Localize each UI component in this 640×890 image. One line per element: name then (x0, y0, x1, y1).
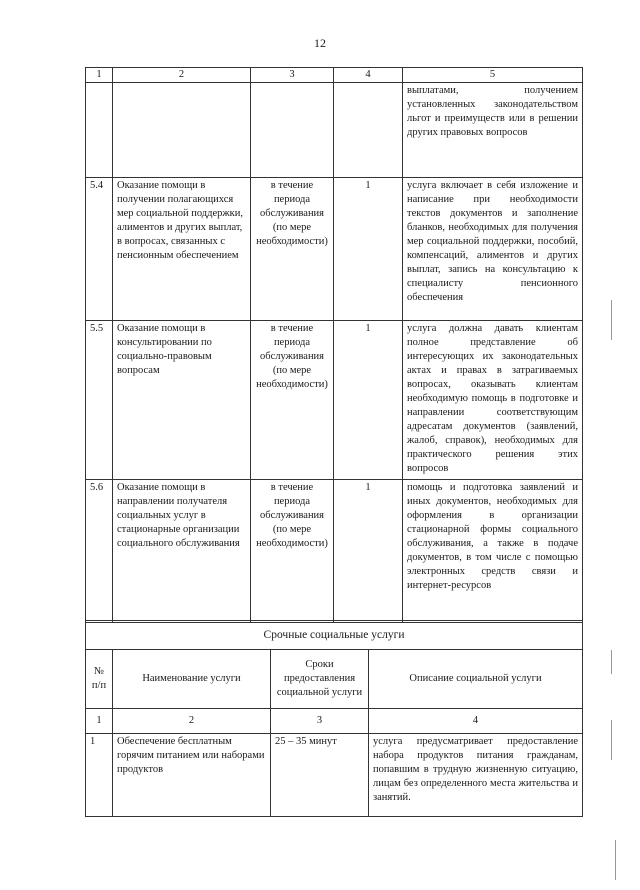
row-number-cell (86, 83, 113, 178)
service-term-cell (251, 83, 334, 178)
table-row (86, 734, 583, 817)
row-number-cell: 5.4 (86, 178, 113, 321)
column-number: 2 (113, 68, 251, 83)
scan-artifact-line (611, 720, 612, 760)
header-term: Сроки предоставления социальной услуги (271, 650, 369, 709)
row-number-cell: 1 (86, 734, 113, 817)
column-number: 2 (113, 709, 271, 734)
services-table-continued (85, 67, 583, 623)
table-row (86, 321, 583, 480)
section-title-row (86, 621, 583, 650)
table-row (86, 480, 583, 623)
service-description-cell: услуга должна давать клиентам полное представление об интересующих их законодательных актах и правах в затрагиваемых вопросах, оказывать клиентам необходимую помощь в подготовке и направлении соответствующим адресатам документов (заявлений, жалоб, справок), необходимых для практического решения этих вопросов (403, 321, 583, 480)
header-name: Наименование услуги (113, 650, 271, 709)
service-description-cell: выплатами, получением установленных законодательством льгот и преимуществ или в решении других правовых вопросов (403, 83, 583, 178)
scan-artifact-line (611, 300, 612, 340)
service-count-cell (334, 83, 403, 178)
table-row (86, 83, 583, 178)
table-header-row (86, 650, 583, 709)
service-term-cell: в течение периода обслуживания (по мере необходимости) (251, 321, 334, 480)
column-number: 5 (403, 68, 583, 83)
column-number: 3 (271, 709, 369, 734)
header-num: № п/п (86, 650, 113, 709)
section-title: Срочные социальные услуги (86, 621, 583, 650)
column-number-row (86, 68, 583, 83)
scan-artifact-line (611, 650, 612, 674)
table-row (86, 178, 583, 321)
row-number-cell: 5.5 (86, 321, 113, 480)
scan-artifact-line (615, 840, 616, 880)
service-name-cell: Оказание помощи в направлении получателя социальных услуг в стационарные организации социального обслуживания (113, 480, 251, 623)
service-count-cell: 1 (334, 178, 403, 321)
service-name-cell: Оказание помощи в получении полагающихся мер социальной поддержки, алиментов и других выплат, в вопросах, связанных с пенсионным обеспечением (113, 178, 251, 321)
header-description: Описание социальной услуги (369, 650, 583, 709)
column-number-row (86, 709, 583, 734)
service-name-cell (113, 83, 251, 178)
urgent-services-table (85, 620, 583, 817)
page-number: 12 (314, 36, 326, 50)
column-number: 1 (86, 68, 113, 83)
service-description-cell: услуга предусматривает предоставление набора продуктов питания гражданам, попавшим в трудную жизненную ситуацию, лицам без определенного места жительства и занятий. (369, 734, 583, 817)
column-number: 4 (334, 68, 403, 83)
service-term-cell: в течение периода обслуживания (по мере необходимости) (251, 480, 334, 623)
service-description-cell: услуга включает в себя изложение и написание при необходимости текстов документов и заполнение бланков, необходимых для получения мер социальной поддержки, пособий, компенсаций, алиментов и других выплат, запись на консультацию к специалисту пенсионного обеспечения (403, 178, 583, 321)
row-number-cell: 5.6 (86, 480, 113, 623)
service-count-cell: 1 (334, 480, 403, 623)
service-name-cell: Обеспечение бесплатным горячим питанием или наборами продуктов (113, 734, 271, 817)
service-term-cell: в течение периода обслуживания (по мере необходимости) (251, 178, 334, 321)
service-name-cell: Оказание помощи в консультировании по социально-правовым вопросам (113, 321, 251, 480)
column-number: 3 (251, 68, 334, 83)
column-number: 4 (369, 709, 583, 734)
service-description-cell: помощь и подготовка заявлений и иных документов, необходимых для оформления в организации стационарной формы социального обслуживания, а также в подаче документов, в том числе с помощью электронных средств связи и интернет-ресурсов (403, 480, 583, 623)
service-count-cell: 1 (334, 321, 403, 480)
service-term-cell: 25 – 35 минут (271, 734, 369, 817)
column-number: 1 (86, 709, 113, 734)
